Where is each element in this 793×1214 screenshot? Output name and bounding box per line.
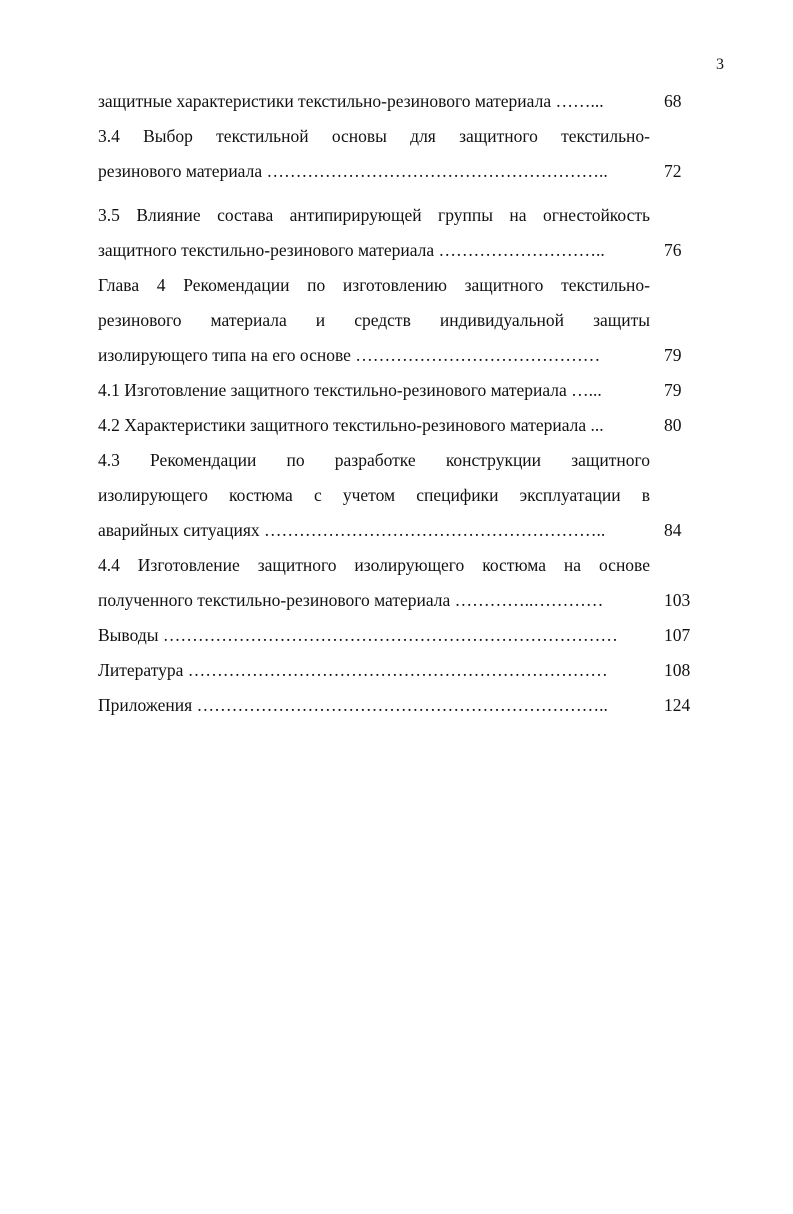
toc-entry-text: защитные характеристики текстильно-резинового материала ……... bbox=[98, 91, 604, 111]
toc-entry-text: 4.3 Рекомендации по разработке конструкции защитного bbox=[98, 450, 650, 470]
toc-entry-page: 124 bbox=[664, 695, 691, 715]
toc-entry-text: Приложения …………………………………………………………….. bbox=[98, 695, 608, 715]
toc-entry bbox=[98, 375, 696, 410]
toc-entry-text: 4.1 Изготовление защитного текстильно-резинового материала …... bbox=[98, 380, 602, 400]
toc-entry bbox=[98, 410, 696, 445]
toc-entry-text: аварийных ситуациях ………………………………………………….. bbox=[98, 520, 606, 540]
toc-entry-text: Литература ……………………………………………………………… bbox=[98, 660, 608, 680]
toc-entry-page: 103 bbox=[664, 590, 691, 610]
toc-entry-text: полученного текстильно-резинового материала …………..………… bbox=[98, 590, 604, 610]
toc-entry-page: 108 bbox=[664, 660, 691, 680]
toc-entry-text: 4.4 Изготовление защитного изолирующего костюма на основе bbox=[98, 555, 650, 575]
toc-entry-text: изолирующего типа на его основе …………………………………… bbox=[98, 345, 601, 365]
toc-entry-continuation bbox=[98, 515, 696, 550]
toc-entry-continuation bbox=[98, 235, 696, 270]
toc-entry bbox=[98, 86, 696, 121]
toc-entry bbox=[98, 550, 696, 585]
toc-entry bbox=[98, 270, 696, 305]
toc-entry bbox=[98, 620, 696, 655]
toc-entry bbox=[98, 655, 696, 690]
toc-entry-text: изолирующего костюма с учетом специфики эксплуатации в bbox=[98, 485, 650, 505]
toc-entry-continuation bbox=[98, 156, 696, 191]
toc-entry-text: Выводы …………………………………………………………………… bbox=[98, 625, 618, 645]
toc-entry-page: 72 bbox=[664, 161, 682, 181]
toc-entry-page: 79 bbox=[664, 380, 682, 400]
toc-entry-text: 3.5 Влияние состава антипирирующей группы на огнестойкость bbox=[98, 205, 650, 225]
toc-entry bbox=[98, 200, 696, 235]
toc-entry bbox=[98, 690, 696, 725]
toc-entry-page: 107 bbox=[664, 625, 691, 645]
toc-entry-continuation bbox=[98, 340, 696, 375]
toc-entry-text: 4.2 Характеристики защитного текстильно-резинового материала ... bbox=[98, 415, 604, 435]
toc-entry bbox=[98, 121, 696, 156]
toc-entry-text: резинового материала и средств индивидуальной защиты bbox=[98, 310, 650, 330]
toc-entry-text: Глава 4 Рекомендации по изготовлению защитного текстильно- bbox=[98, 275, 650, 295]
toc-entry-text: резинового материала ………………………………………………….. bbox=[98, 161, 608, 181]
toc-entry bbox=[98, 445, 696, 480]
toc-entry-page: 84 bbox=[664, 520, 682, 540]
toc-entry-continuation bbox=[98, 305, 696, 340]
toc-entry-continuation bbox=[98, 585, 696, 620]
toc-entry-page: 76 bbox=[664, 240, 682, 260]
table-of-contents bbox=[98, 86, 696, 725]
toc-entry-page: 80 bbox=[664, 415, 682, 435]
toc-entry-page: 79 bbox=[664, 345, 682, 365]
page-number: 3 bbox=[716, 56, 724, 73]
toc-entry-text: защитного текстильно-резинового материала ……………………….. bbox=[98, 240, 605, 260]
toc-entry-page: 68 bbox=[664, 91, 682, 111]
toc-entry-text: 3.4 Выбор текстильной основы для защитного текстильно- bbox=[98, 126, 650, 146]
toc-entry-continuation bbox=[98, 480, 696, 515]
